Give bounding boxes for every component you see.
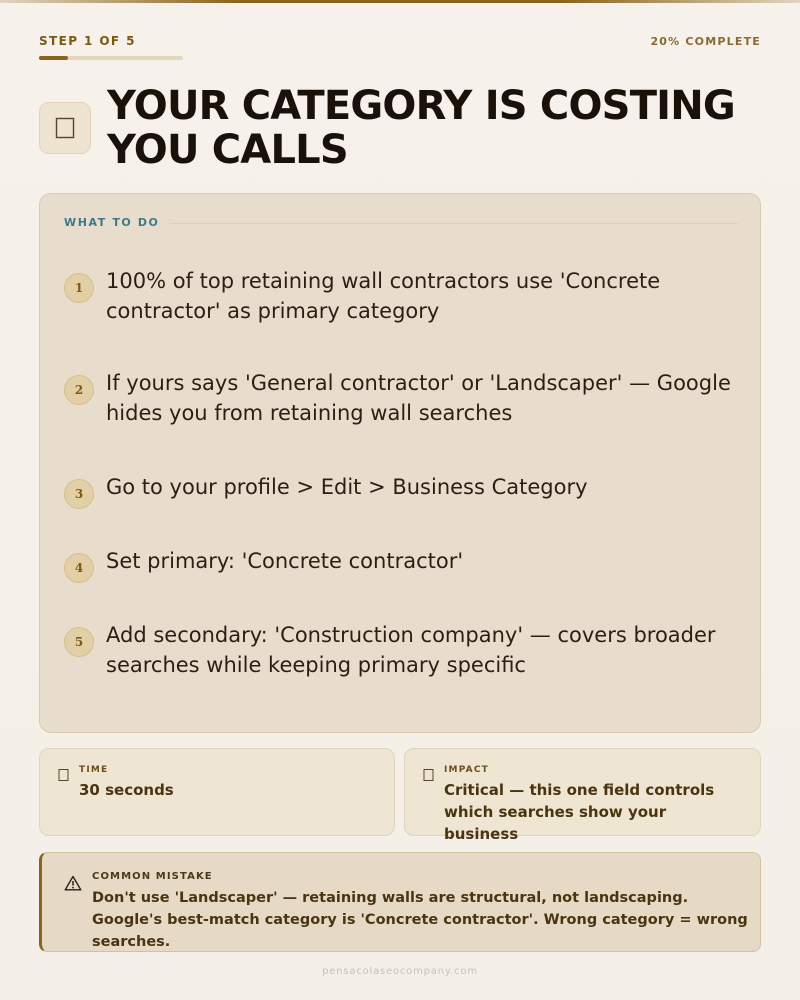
clock-icon <box>58 768 70 782</box>
progress-header <box>39 34 761 50</box>
step-number: 2 <box>64 375 94 405</box>
step-item <box>64 546 738 576</box>
step-item <box>64 620 738 680</box>
footer-domain: pensacolaseocompany.com <box>322 966 478 977</box>
step-number: 5 <box>64 627 94 657</box>
progress-fill <box>39 56 68 60</box>
time-card <box>39 748 395 836</box>
progress-bar <box>39 56 183 60</box>
impact-value: Critical — this one field controls which searches show your business <box>444 781 715 843</box>
section-label: WHAT TO DO <box>64 216 170 229</box>
step-text: 100% of top retaining wall contractors use 'Concrete contractor' as primary category <box>106 269 661 323</box>
warning-icon <box>64 875 82 891</box>
step-item <box>64 472 738 502</box>
step-indicator: STEP 1 OF 5 <box>39 34 136 48</box>
common-mistake-callout <box>39 852 761 952</box>
step-text: Go to your profile > Edit > Business Category <box>106 475 588 499</box>
impact-icon <box>423 768 435 782</box>
impact-card <box>404 748 761 843</box>
section-header <box>64 216 738 230</box>
step-number: 3 <box>64 479 94 509</box>
top-accent-bar <box>0 0 800 3</box>
what-to-do-card <box>39 193 761 733</box>
step-item <box>64 266 738 326</box>
time-label: TIME <box>79 765 109 775</box>
page-title: YOUR CATEGORY IS COSTING YOU CALLS <box>107 83 735 173</box>
step-text: Set primary: 'Concrete contractor' <box>106 549 464 573</box>
step-item <box>64 368 738 428</box>
percent-complete: 20% COMPLETE <box>650 35 761 48</box>
mistake-text: Don't use 'Landscaper' — retaining walls are structural, not landscaping. Google's best-match category is 'Concrete contractor'. Wrong category = wrong searches. <box>92 890 748 950</box>
step-text: If yours says 'General contractor' or 'Landscaper' — Google hides you from retaining wall searches <box>106 371 731 425</box>
step-number: 1 <box>64 273 94 303</box>
mistake-label: COMMON MISTAKE <box>92 871 213 882</box>
step-text: Add secondary: 'Construction company' — covers broader searches while keeping primary specific <box>106 623 716 677</box>
impact-label: IMPACT <box>444 765 489 775</box>
category-tag-icon <box>39 102 91 154</box>
time-value: 30 seconds <box>79 781 174 799</box>
step-number: 4 <box>64 553 94 583</box>
page-header <box>39 84 761 174</box>
